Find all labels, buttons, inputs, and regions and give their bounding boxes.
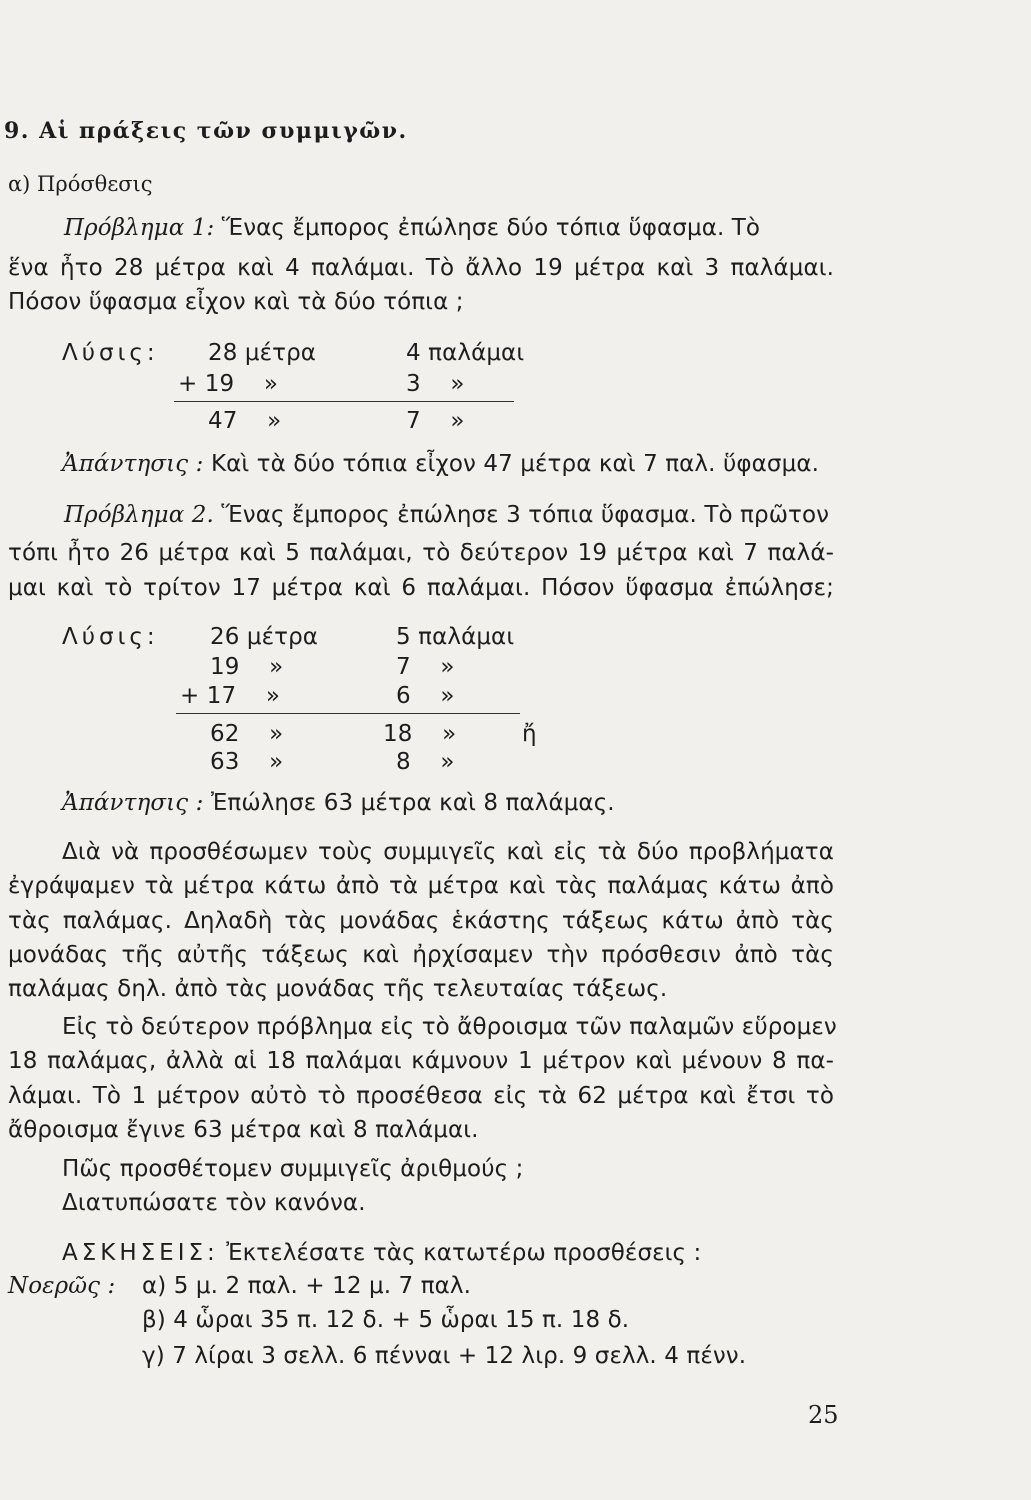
problem-2-line-3: μαι καὶ τὸ τρίτον 17 μέτρα καὶ 6 παλάμαι. Πόσον ὕφασμα ἐπώλησε; — [8, 575, 834, 601]
solution-1-row-1-palms: 4 παλάμαι — [406, 340, 525, 366]
solution-2-label: Λύσις: — [62, 624, 159, 650]
answer-2-label: Ἀπάντησις : — [62, 790, 204, 816]
subsection-title: α) Πρόσθεσις — [8, 172, 153, 196]
exercises-header — [62, 1237, 701, 1270]
solution-2-row-5-palms: 8 » — [396, 749, 455, 775]
problem-2-label: Πρόβλημα 2. — [64, 502, 214, 528]
solution-2-row-4-palms: 18 » — [383, 721, 457, 747]
problem-2-text: Ἕνας ἔμπορος ἐπώλησε 3 τόπια ὕφασμα. Τὸ πρῶτον — [221, 502, 830, 528]
solution-1-row-2-palms: 3 » — [406, 371, 465, 397]
sum-line-2 — [176, 713, 520, 714]
problem-2-line-2: τόπι ἦτο 26 μέτρα καὶ 5 παλάμαι, τὸ δεύτερον 19 μέτρα καὶ 7 παλά- — [8, 540, 834, 566]
problem-1-label: Πρόβλημα 1: — [64, 215, 215, 241]
problem-1-line-1 — [64, 212, 834, 245]
paragraph-1-line-1: Διὰ νὰ προσθέσωμεν τοὺς συμμιγεῖς καὶ εἰς τὰ δύο προβλήματα — [62, 839, 834, 865]
question-2: Διατυπώσατε τὸν κανόνα. — [62, 1190, 366, 1216]
exercise-c: γ) 7 λίραι 3 σελλ. 6 πένναι + 12 λιρ. 9 σελλ. 4 πένν. — [142, 1343, 747, 1369]
exercises-label: ΑΣΚΗΣΕΙΣ: — [62, 1240, 219, 1266]
paragraph-1-line-5: παλάμας δηλ. ἀπὸ τὰς μονάδας τῆς τελευταίας τάξεως. — [8, 976, 668, 1002]
mental-label: Νοερῶς : — [8, 1273, 116, 1299]
paragraph-1-line-2: ἐγράψαμεν τὰ μέτρα κάτω ἀπὸ τὰ μέτρα καὶ τὰς παλάμας κάτω ἀπὸ — [8, 873, 834, 899]
solution-2-row-2-palms: 7 » — [396, 654, 455, 680]
paragraph-2-line-3: λάμαι. Τὸ 1 μέτρον αὐτὸ τὸ προσέθεσα εἰς τὰ 62 μέτρα καὶ ἔτσι τὸ — [8, 1083, 834, 1109]
problem-2-line-1 — [64, 499, 834, 532]
solution-1-row-1-meters: 28 μέτρα — [208, 340, 317, 366]
solution-2-row-3-meters: + 17 » — [180, 683, 281, 709]
section-heading: 9. Αἱ πράξεις τῶν συμμιγῶν. — [4, 118, 408, 144]
solution-1-label: Λύσις: — [62, 340, 159, 366]
solution-2-row-3-palms: 6 » — [396, 683, 455, 709]
answer-1-text: Καὶ τὰ δύο τόπια εἶχον 47 μέτρα καὶ 7 παλ. ὕφασμα. — [210, 451, 819, 477]
solution-2-row-2-meters: 19 » — [210, 654, 284, 680]
paragraph-2-line-2: 18 παλάμας, ἀλλὰ αἱ 18 παλάμαι κάμνουν 1 μέτρον καὶ μένουν 8 πα- — [8, 1048, 834, 1074]
problem-1-text: Ἕνας ἔμπορος ἐπώλησε δύο τόπια ὕφασμα. Τὸ — [221, 215, 761, 241]
paragraph-2-line-1: Εἰς τὸ δεύτερον πρόβλημα εἰς τὸ ἄθροισμα τῶν παλαμῶν εὕρομεν — [62, 1014, 837, 1040]
page-number: 25 — [808, 1401, 839, 1429]
solution-1-row-2-meters: + 19 » — [178, 371, 279, 397]
problem-1-line-2: ἕνα ἦτο 28 μέτρα καὶ 4 παλάμαι. Τὸ ἄλλο 19 μέτρα καὶ 3 παλάμαι. — [8, 255, 834, 281]
paragraph-2-line-4: ἄθροισμα ἔγινε 63 μέτρα καὶ 8 παλάμαι. — [8, 1117, 479, 1143]
answer-1-label: Ἀπάντησις : — [62, 451, 204, 477]
answer-2-text: Ἐπώλησε 63 μέτρα καὶ 8 παλάμας. — [210, 790, 615, 816]
exercises-intro: Ἐκτελέσατε τὰς κατωτέρω προσθέσεις : — [226, 1240, 702, 1266]
answer-2 — [62, 787, 615, 820]
answer-1 — [62, 448, 819, 481]
solution-2-row-1-palms: 5 παλάμαι — [396, 624, 515, 650]
solution-1-total-palms: 7 » — [406, 408, 465, 434]
exercise-a: α) 5 μ. 2 παλ. + 12 μ. 7 παλ. — [142, 1273, 472, 1299]
exercise-b: β) 4 ὧραι 35 π. 12 δ. + 5 ὧραι 15 π. 18 δ. — [142, 1307, 630, 1333]
solution-2-row-4-meters: 62 » — [210, 721, 284, 747]
solution-2-or: ἤ — [522, 721, 537, 747]
problem-1-line-3: Πόσον ὕφασμα εἶχον καὶ τὰ δύο τόπια ; — [8, 289, 464, 315]
solution-2-row-1-meters: 26 μέτρα — [210, 624, 319, 650]
sum-line-1 — [174, 401, 514, 402]
question-1: Πῶς προσθέτομεν συμμιγεῖς ἀριθμούς ; — [62, 1156, 524, 1182]
solution-1-total-meters: 47 » — [208, 408, 282, 434]
paragraph-1-line-4: μονάδας τῆς αὐτῆς τάξεως καὶ ἠρχίσαμεν τὴν πρόσθεσιν ἀπὸ τὰς — [8, 942, 834, 968]
solution-2-row-5-meters: 63 » — [210, 749, 284, 775]
paragraph-1-line-3: τὰς παλάμας. Δηλαδὴ τὰς μονάδας ἑκάστης τάξεως κάτω ἀπὸ τὰς — [8, 908, 834, 934]
